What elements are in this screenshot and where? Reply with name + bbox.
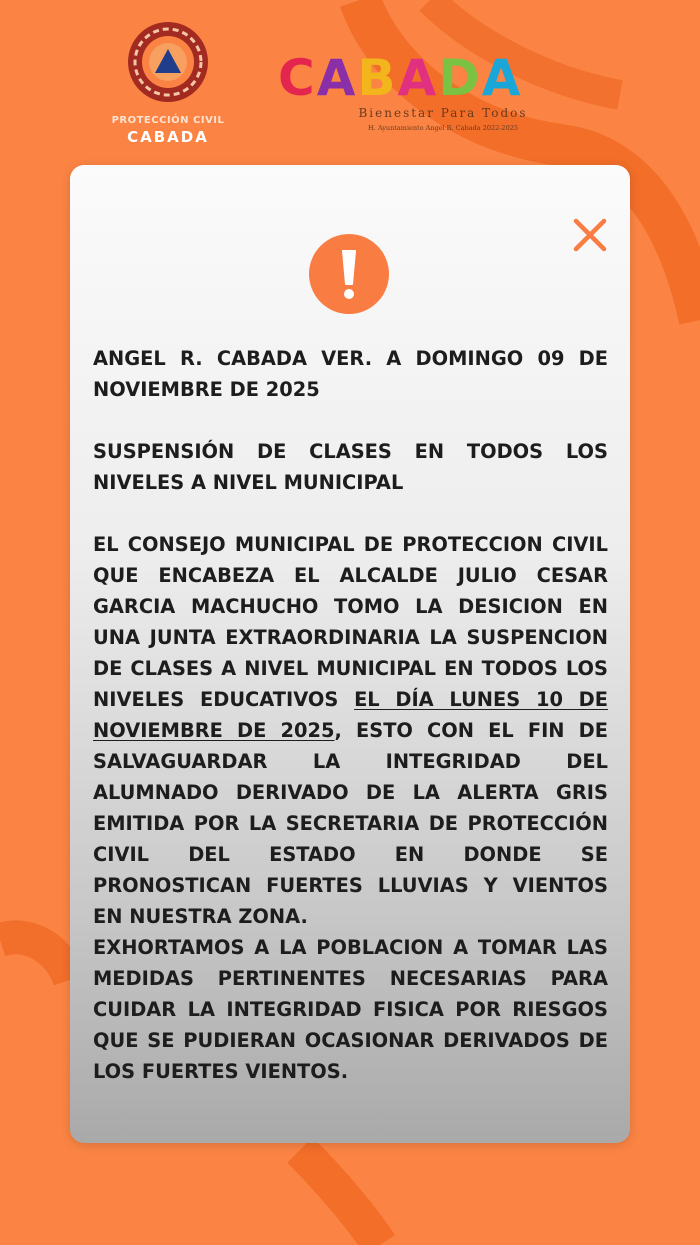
cabada-brand-logo [278,50,608,145]
proteccion-civil-logo [108,18,228,148]
brand-subline: H. Ayuntamiento Angel R. Cabada 2022-2025 [368,124,518,132]
close-icon [570,215,610,255]
exclamation-icon [309,234,389,314]
close-button[interactable] [570,215,610,255]
highlighted-date: EL DÍA LUNES 10 DE NOVIEMBRE DE 2025 [93,688,608,742]
alert-message [93,343,608,1087]
brand-letter: A [316,49,358,107]
proteccion-civil-label: PROTECCIÓN CIVIL [111,115,225,126]
body-paragraph-2: EXHORTAMOS A LA POBLACION A TOMAR LAS MEDIDAS PERTINENTES NECESARIAS PARA CUIDAR LA INTEGRIDAD FISICA POR RIESGOS QUE SE PUDIERAN OCASIONAR DERIVADOS DE LOS FUERTES VIENTOS. [93,936,608,1083]
headline: SUSPENSIÓN DE CLASES EN TODOS LOS NIVELES A NIVEL MUNICIPAL [93,440,608,494]
body-text: , ESTO CON EL FIN DE SALVAGUARDAR LA INTEGRIDAD DEL ALUMNADO DERIVADO DE LA ALERTA GRIS EMITIDA POR LA SECRETARIA DE PROTECCIÓN CIVIL DEL ESTADO EN DONDE SE PRONOSTICAN FUERTES LLUVIAS Y VIENTOS EN NUESTRA ZONA. [93,719,608,928]
brand-letter: A [397,49,439,107]
brand-letter: D [438,49,482,107]
body-text: EL CONSEJO MUNICIPAL DE PROTECCION CIVIL QUE ENCABEZA EL ALCALDE JULIO CESAR GARCIA MACHUCHO TOMO LA DESICION EN UNA JUNTA EXTRAORDINARIA LA SUSPENCION DE CLASES A NIVEL MUNICIPAL EN TODOS LOS NIVELES EDUCATIVOS [93,533,608,711]
brand-tagline: Bienestar Para Todos [358,106,528,120]
date-line: ANGEL R. CABADA VER. A DOMINGO 09 DE NOVIEMBRE DE 2025 [93,347,608,401]
proteccion-civil-emblem [108,18,228,113]
alert-dialog [70,165,630,1143]
proteccion-civil-town: CABADA [127,128,209,146]
brand-letter: B [357,49,398,107]
brand-letter: A [481,49,523,107]
body-paragraph-1 [93,529,608,932]
brand-letter: C [278,49,317,107]
brand-wordmark [278,50,608,106]
